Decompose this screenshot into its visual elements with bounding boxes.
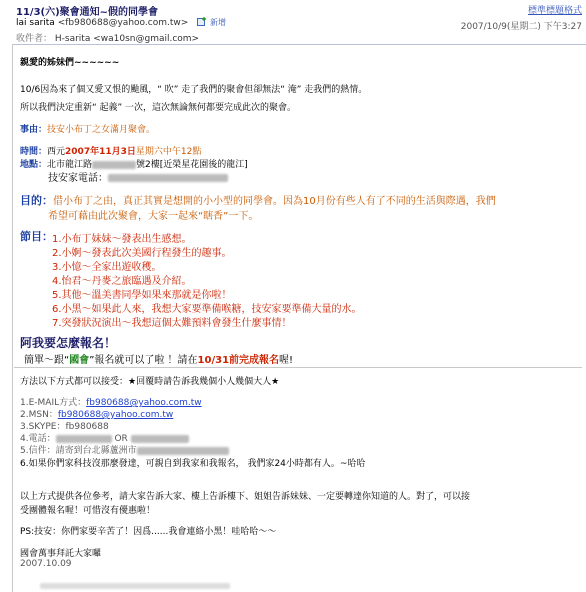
topic-line xyxy=(20,122,155,135)
program-item: 1.小布丁妹妹～發表出生感想。 xyxy=(52,234,192,245)
paragraph-2: 所以我們決定重新“ 起義” 一次，這次無論無何都要完成此次的聚會。 xyxy=(20,103,297,113)
redacted-address xyxy=(92,161,136,169)
left-border xyxy=(12,44,13,592)
signup-end: 喔! xyxy=(279,355,294,366)
redacted-phone xyxy=(108,174,228,182)
method-email-label: 1.E-MAIL方式： xyxy=(20,398,87,408)
program-label-line xyxy=(20,228,53,244)
greeting: 親愛的姊妹們~~~~~~ xyxy=(20,58,120,68)
closing-1: 以上方式提供各位參考，請大家告訴大家、樓上告訴樓下、姐姐告訴妹妹、一定要轉達你知道的人。對了，可以接 xyxy=(20,492,471,502)
method-mail xyxy=(20,443,229,456)
postscript: PS:技安：你們家要辛苦了！因爲......我會連絡小黑！哇哈哈～～ xyxy=(20,527,277,537)
signup-deadline: 10/31前完成報名 xyxy=(197,355,280,366)
redacted-phone-1 xyxy=(56,435,112,443)
time-label: 時間： xyxy=(20,147,48,157)
time-line xyxy=(20,144,201,157)
method-phone-label: 4.電話： xyxy=(20,434,56,444)
redacted-phone-2 xyxy=(131,435,189,443)
to-line xyxy=(16,31,199,44)
place-text: 北市龍江路 xyxy=(47,160,93,170)
program-label: 節目： xyxy=(20,230,53,243)
redacted-mail-address xyxy=(137,447,229,455)
cut-off-content xyxy=(40,583,230,589)
signup-title: 阿我要怎麼報名！ xyxy=(20,336,117,350)
time-post: 星期六中午12點 xyxy=(135,147,202,157)
method-intro: 方法以下方式都可以接受：★回覆時請告訴我幾個小人幾個大人★ xyxy=(20,377,280,387)
signature: 國會萬事拜託大家囉 xyxy=(20,549,102,559)
from-line xyxy=(16,17,226,28)
standard-header-link[interactable]: 標準標題格式 xyxy=(527,6,582,16)
email-subject: 11/3(六)聚會通知~假的同學會 xyxy=(16,7,159,18)
signup-pre: 簡單～跟“ xyxy=(24,355,70,366)
topic-label: 事由： xyxy=(20,125,48,135)
email-date: 2007/10/9(星期二) 下午3:27 xyxy=(460,22,582,32)
method-phone-or: OR xyxy=(111,434,131,444)
purpose-label: 目的： xyxy=(20,194,53,207)
to-value: H-sarita <wa10sn@gmail.com> xyxy=(54,34,200,44)
sender-name: lai sarita xyxy=(16,18,55,28)
program-item: 4.怡君～丹麥之旅臨遇及介紹。 xyxy=(52,276,192,287)
to-label: 收件者： xyxy=(16,34,53,44)
section-divider xyxy=(14,367,582,368)
signup-line xyxy=(24,351,293,366)
header-divider xyxy=(12,44,586,45)
time-pre: 西元 xyxy=(47,147,66,157)
program-item: 7.突發狀況演出～我想這個太難預料會發生什麼事情！ xyxy=(52,318,292,329)
signup-mid: 國會 xyxy=(69,355,90,366)
method-skype: 3.SKYPE：fb980688 xyxy=(20,422,109,432)
method-msn-label: 2.MSN： xyxy=(20,410,58,420)
program-item: 2.小婀～發表此次美國行程發生的趣事。 xyxy=(52,248,232,259)
add-contact-icon[interactable] xyxy=(197,17,207,27)
method-msn-link[interactable]: fb980688@yahoo.com.tw xyxy=(57,410,174,420)
sign-date: 2007.10.09 xyxy=(20,559,72,569)
purpose-text-2: 希望可藉由此次聚會，大家一起來“瞎香”一下。 xyxy=(48,211,259,222)
time-date: 2007年11月3日 xyxy=(65,147,136,157)
add-contact-button[interactable]: 新增 xyxy=(210,18,227,27)
purpose-line-1 xyxy=(20,192,496,208)
program-item: 5.其他～溫美書同學如果來那就是你啦！ xyxy=(52,290,232,301)
program-item: 3.小憶～全家出遊收穫。 xyxy=(52,262,162,273)
place-label: 地點： xyxy=(20,160,48,170)
program-item: 6.小黑～如果此人來，我想大家要準備喉糖，技安家要準備大量的水。 xyxy=(52,304,362,315)
place-text-2: 號2樓[近榮星花園後的龍江] xyxy=(136,160,248,170)
email-header xyxy=(0,0,586,44)
paragraph-1: 10/6因為來了個又愛又恨的颱風，“ 吹” 走了我們的聚會但卻無法“ 淹” 走我們的熱情。 xyxy=(20,85,368,95)
method-mail-text: 5.信件：請寄到台北縣蘆洲市 xyxy=(20,446,137,456)
topic-value: 技安小布丁之女滿月聚會。 xyxy=(47,125,156,135)
phone-line xyxy=(48,169,228,184)
method-email-link[interactable]: fb980688@yahoo.com.tw xyxy=(86,398,202,408)
purpose-text-1: 借小布丁之由，真正其實是想開的小小型的同學會。因為10月份有些人有了不同的生活與際遇，我們 xyxy=(53,196,496,207)
phone-text: 技安家電話： xyxy=(48,173,108,184)
sender-email[interactable]: <fb980688@yahoo.com.tw> xyxy=(57,18,189,28)
method-in-person: 6.如果你們家科技沒那麼發達，可親自到我家和我報名， 我們家24小時都有人。~哈哈 xyxy=(20,459,366,469)
signup-post: ”報名就可以了啦 ！請在 xyxy=(89,355,198,366)
closing-2: 受團體報名喔！可惜沒有優惠啦！ xyxy=(20,506,156,516)
